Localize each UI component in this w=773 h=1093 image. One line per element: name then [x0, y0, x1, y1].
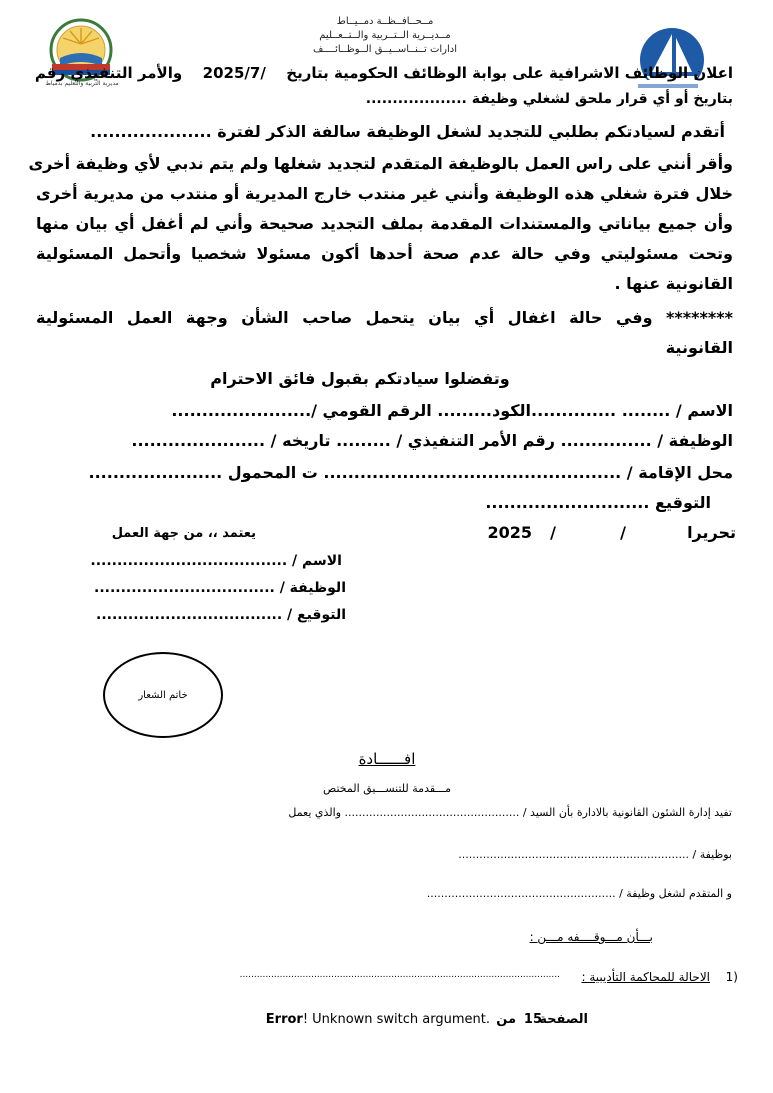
- declaration-line-2: خلال فترة شغلي هذه الوظيفة وأنني غير منتدب خارج المديرية أو منتدب من مديرية أخرى: [36, 184, 733, 203]
- date-label: تحريرا: [687, 523, 736, 542]
- declaration-line-5: القانونية عنها .: [614, 274, 733, 293]
- page-footer: [208, 1012, 588, 1030]
- approver-job-field: الوظيفة / ..................................: [94, 580, 346, 596]
- ifada-job-line: بوظيفة / ..................................................................: [458, 848, 732, 861]
- item-dots: ................................................................................................................: [239, 970, 560, 980]
- page-number: 15: [523, 1012, 542, 1027]
- ifada-applied-line: و المتقدم لشغل وظيفة / ......................................................: [426, 887, 732, 900]
- applicant-job-row: الوظيفة / ............... رقم الأمر التنفيذي / ......... تاريخه / ......................: [131, 431, 733, 450]
- page-of-label: من: [496, 1012, 516, 1027]
- announcement-text-part1: اعلان الوظائف الاشرافية على بوابة الوظائف الحكومية بتاريخ: [286, 64, 733, 82]
- declaration-line-1: وأقر أنني على راس العمل بالوظيفة المتقدم لتجديد شغلها ولم يتم ندبي لأي وظيفة أخرى: [28, 154, 733, 173]
- ifada-title: افــــــادة: [358, 750, 416, 768]
- warning-line-2: القانونية: [665, 338, 733, 357]
- error-text: ! Unknown switch argument.: [302, 1012, 490, 1027]
- announcement-line: [36, 62, 733, 84]
- date-line: بتاريخ أو أي قرار ملحق لشغلي وظيفة ...................: [365, 91, 733, 107]
- declaration-line-3: وأن جميع بياناتي والمستندات المقدمة بملف التجديد صحيحة وأني لم أغفل أي بيان منها: [36, 214, 733, 233]
- error-bold: Error: [265, 1012, 303, 1027]
- item-label: الاحالة للمحاكمة التأديبية :: [581, 970, 710, 984]
- page-label: الصفحة: [539, 1012, 588, 1027]
- header-directorate: مــديــرية الــتــربية والــتــعــليم: [319, 30, 451, 41]
- announcement-date: 2025/7/: [202, 64, 266, 82]
- date-separator-2: /: [550, 523, 556, 542]
- applicant-name-row: الاسم / ........ ..............الكود......... الرقم القومي /.......................: [171, 401, 733, 420]
- announcement-text-part2: والأمر التنفيذي رقم: [34, 64, 183, 82]
- applicant-residence-row: محل الإقامة / ................................................. ت المحمول ......................: [88, 463, 733, 482]
- applicant-signature-row: التوقيع ...........................: [485, 493, 711, 512]
- ifada-status-heading: بـــأن مـــوقــــفه مـــن :: [529, 930, 653, 944]
- ifada-item-1: [148, 970, 738, 988]
- declaration-line-4: وتحت مسئوليتي وفي حالة عدم صحة أحدها أكون مسئولا شخصيا وأتحمل المسئولية: [36, 244, 733, 263]
- header-governorate: مــحــافــظــة دمــيــاط: [336, 16, 434, 27]
- date-separator-1: /: [620, 523, 626, 542]
- seal-placeholder: [103, 652, 223, 738]
- header-departments: ادارات تــنــاســيــق الــوظــائــــف: [313, 44, 457, 55]
- date-row: [478, 523, 736, 545]
- field-error: [266, 1012, 490, 1027]
- approver-name-field: الاسم / .....................................: [90, 553, 342, 569]
- logo-caption: مديرية التربية والتعليم بدمياط: [45, 80, 119, 87]
- warning-line-1: ******** وفي حالة اغفال أي بيان يتحمل صاحب الشأن وجهة العمل المسئولية: [36, 308, 733, 327]
- approver-signature-field: التوقيع / ...................................: [96, 607, 346, 623]
- ifada-legal-line: تفيد إدارة الشئون القانونية بالادارة بأن السيد / .................................................. والذي يعمل: [288, 806, 732, 819]
- closing-salutation: وتفضلوا سيادتكم بقبول فائق الاحترام: [210, 369, 510, 388]
- date-year: 2025: [487, 523, 532, 542]
- ifada-subtitle: مـــقدمة للتنســـيق المختص: [323, 782, 451, 795]
- seal-label: خاتم الشعار: [138, 689, 188, 701]
- approval-label: يعتمد ،، من جهة العمل: [111, 526, 256, 541]
- request-line: أتقدم لسيادتكم بطلبي للتجديد لشغل الوظيفة سالفة الذكر لفترة ....................: [90, 122, 725, 141]
- item-number: 1): [725, 970, 738, 984]
